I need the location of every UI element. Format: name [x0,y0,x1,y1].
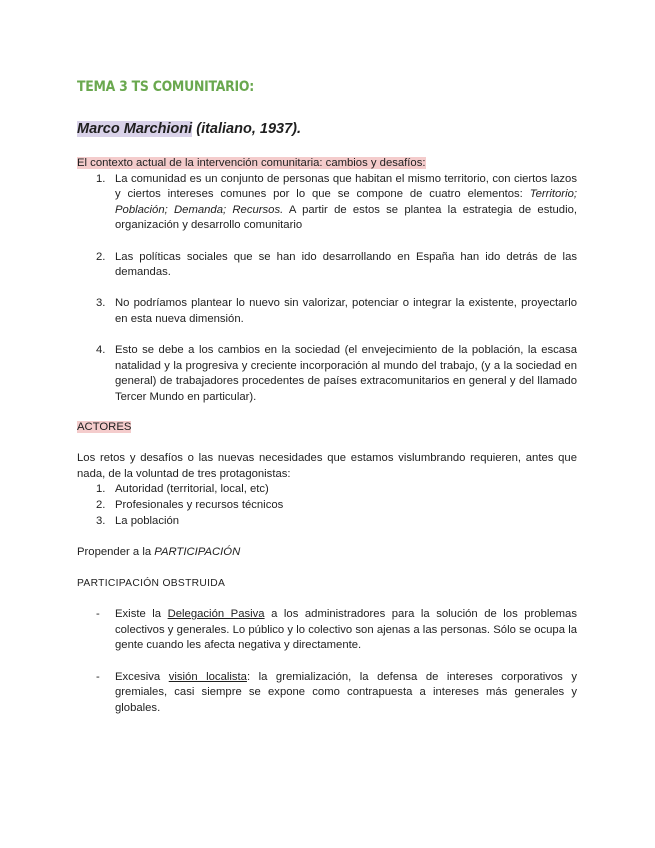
list-item: 1. Autoridad (territorial, local, etc) [96,483,269,496]
author-name: Marco Marchioni [77,121,193,137]
actores-list [77,482,577,529]
author-details: (italiano, 1937). [192,121,302,137]
list-item: - Existe la Delegación Pasiva a los administradores para la solución de los problemas colectivos y generales. Lo público y lo colectivo son ajenas a las personas. Sólo se ocupa la gente cuando les afecta negativa y directamente. [96,608,577,652]
obstruida-heading: PARTICIPACIÓN OBSTRUIDA [77,577,226,589]
list-item: 2. Profesionales y recursos técnicos [96,498,284,511]
list-item: 1. La comunidad es un conjunto de personas que habitan el mismo territorio, con ciertos lazos y ciertos intereses comunes por lo que se compone de cuatro elementos: Territorio; Población; Demanda; Recursos. A partir de estos se plantea la estrategia de estudio, organización y desarrollo comunitario [96,172,577,232]
actores-heading: ACTORES [77,421,132,433]
context-heading: El contexto actual de la intervención comunitaria: cambios y desafíos: [77,157,426,169]
propender-line: Propender a la PARTICIPACIÓN [77,545,241,558]
list-item: 3. No podríamos plantear lo nuevo sin valorizar, potenciar o integrar la existente, proyectarlo en esta nueva dimensión. [96,297,577,325]
obstruida-list [77,607,577,716]
list-item: 4. Esto se debe a los cambios en la sociedad (el envejecimiento de la población, la escasa natalidad y la progresiva y creciente incorporación al mundo del trabajo, (y a la sociedad en general) de trabajadores procedentes de países extracomunitarios en general y del llamado Tercer Mundo en particular). [96,344,577,403]
author-line [77,121,301,137]
page-title: TEMA 3 TS COMUNITARIO: [77,79,254,95]
context-section [77,156,577,406]
context-list [77,172,577,406]
list-item: 3. La población [96,514,180,527]
list-item: 2. Las políticas sociales que se han ido desarrollando en España han ido detrás de las demandas. [96,250,577,279]
list-item: - Excesiva visión localista: la gremialización, la defensa de intereses corporativos y gremiales, casi siempre se expone como contrapuesta a intereses más generales y globales. [96,670,577,714]
actores-intro: Los retos y desafíos o las nuevas necesidades que estamos vislumbrando requieren, antes que nada, de la voluntad de tres protagonistas: [77,452,577,480]
actores-section [77,420,577,716]
